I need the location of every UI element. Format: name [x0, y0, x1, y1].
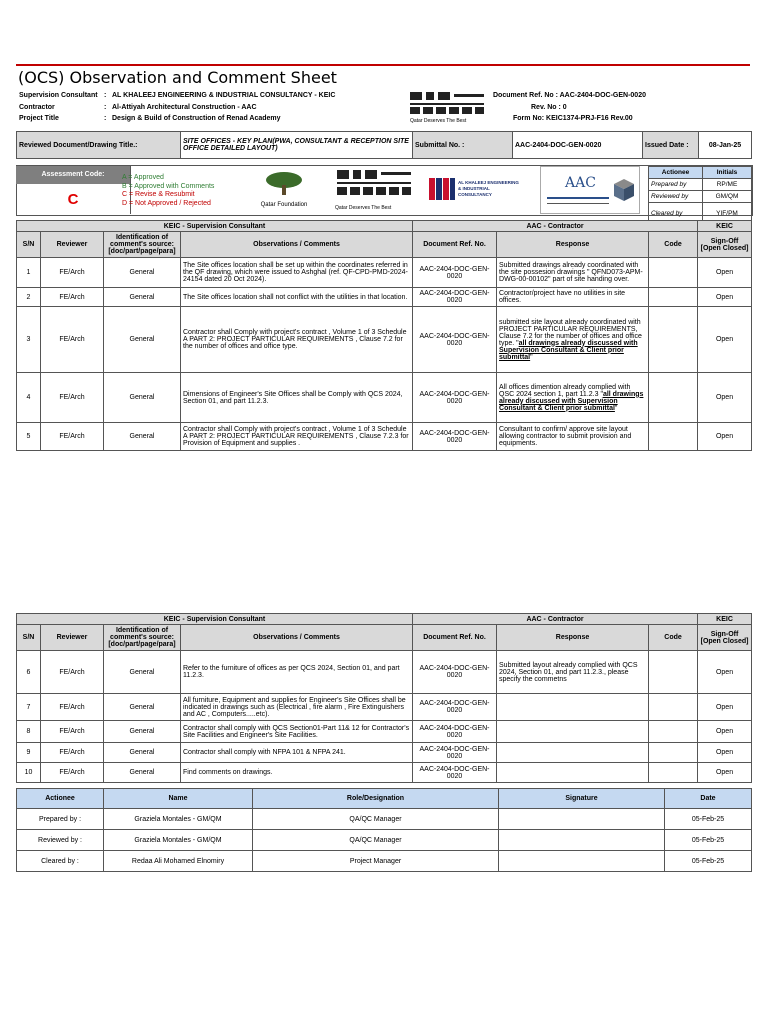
response-tail: " — [614, 404, 618, 412]
sig-signature — [499, 851, 665, 872]
cell-signoff: Open — [698, 763, 752, 783]
cell-sn: 6 — [17, 651, 41, 694]
page-title: (OCS) Observation and Comment Sheet — [18, 68, 337, 87]
cell-obs: Refer to the furniture of offices as per QCS 2024, Section 01, and part 11.2.3. — [181, 651, 413, 694]
response-text: Submitted drawings already coordinated with the site possesion drawings " QFND073-APM-DWG-00-00102" part of site handing over. — [499, 262, 643, 283]
keic2-header: KEIC — [698, 221, 752, 232]
cell-reviewer: FE/Arch — [41, 743, 104, 763]
actionee-role: Reviewed by — [649, 191, 703, 203]
col-reviewer: Reviewer — [41, 232, 104, 258]
col-reviewer: Reviewer — [41, 625, 104, 651]
cell-response — [497, 721, 649, 743]
cell-signoff: Open — [698, 743, 752, 763]
cell-ident: General — [104, 694, 181, 721]
sig-actionee: Prepared by : — [17, 809, 104, 830]
signature-row — [17, 830, 752, 851]
response-text: Consultant to confirm/ approve site layout allowing contractor to submit provision and equipments. — [499, 426, 632, 447]
table-row — [17, 258, 752, 288]
project-label: Project Title — [19, 115, 59, 122]
assessment-legend — [122, 174, 214, 208]
table-row — [17, 743, 752, 763]
cell-ident: General — [104, 743, 181, 763]
legend-item — [122, 200, 214, 209]
actionee-header: Actionee — [649, 167, 703, 179]
cell-ident: General — [104, 307, 181, 373]
cell-reviewer: FE/Arch — [41, 694, 104, 721]
ashghal-logo — [408, 91, 486, 125]
cell-docref: AAC-2404-DOC-GEN-0020 — [413, 423, 497, 451]
keic2-header: KEIC — [698, 614, 752, 625]
cell-reviewer: FE/Arch — [41, 307, 104, 373]
cell-code — [649, 373, 698, 423]
cell-signoff: Open — [698, 423, 752, 451]
assessment-code: C — [67, 191, 79, 208]
submittal-label: Submittal No. : — [413, 132, 513, 159]
response-text: Contractor/project have no utilities in site offices. — [499, 290, 626, 304]
colon: : — [104, 92, 107, 99]
table-row — [17, 721, 752, 743]
aac-logo — [540, 166, 640, 214]
cell-docref: AAC-2404-DOC-GEN-0020 — [413, 373, 497, 423]
legend-code: A — [122, 174, 127, 181]
cell-signoff: Open — [698, 258, 752, 288]
legend-item — [122, 191, 214, 200]
aac-header: AAC - Contractor — [413, 614, 698, 625]
aac-arabic-line — [547, 203, 609, 204]
legend-item — [122, 174, 214, 183]
cell-obs: Contractor shall Comply with project's contract , Volume 1 of 3 Schedule A PART 2: PROJECT PARTICULAR REQUIREMENTS , Clause 7.2.3 for Provision of Equipment and supplies . — [181, 423, 413, 451]
cell-ident: General — [104, 258, 181, 288]
response-bold: all drawings already discussed with Supervision Consultant & Client prior submittal — [499, 339, 638, 361]
table-row — [17, 373, 752, 423]
signature-row — [17, 851, 752, 872]
col-signoff: Sign-Off [Open Closed] — [698, 232, 752, 258]
cell-docref: AAC-2404-DOC-GEN-0020 — [413, 743, 497, 763]
sig-actionee: Cleared by : — [17, 851, 104, 872]
sig-name: Redaa Ali Mohamed Elnomiry — [104, 851, 253, 872]
actionee-role: Prepared by — [649, 179, 703, 191]
sig-col-date: Date — [665, 789, 752, 809]
col-obs: Observations / Comments — [181, 625, 413, 651]
cell-obs: Contractor shall comply with QCS Section01-Part 11& 12 for Contractor's Site Facilities and Engineer's Site Facilities. — [181, 721, 413, 743]
col-docref: Document Ref. No. — [413, 625, 497, 651]
review-label: Reviewed Document/Drawing Title.: — [17, 132, 181, 159]
col-response: Response — [497, 232, 649, 258]
comments-table-2 — [16, 613, 752, 783]
cell-reviewer: FE/Arch — [41, 651, 104, 694]
cell-docref: AAC-2404-DOC-GEN-0020 — [413, 258, 497, 288]
cell-code — [649, 307, 698, 373]
cell-sn: 1 — [17, 258, 41, 288]
actionee-initials: YIF/PM — [703, 203, 752, 224]
aac-header: AAC - Contractor — [413, 221, 698, 232]
cell-response — [497, 743, 649, 763]
cell-obs: The Site offices location shall not conflict with the utilities in that location. — [181, 288, 413, 307]
sig-name: Graziela Montales - GM/QM — [104, 809, 253, 830]
cell-signoff: Open — [698, 651, 752, 694]
review-table — [16, 131, 752, 159]
keic-caption: AL KHALEEJ ENGINEERING & INDUSTRIAL CONSULTANCY — [458, 180, 519, 197]
cell-response — [497, 373, 649, 423]
cell-obs: The Site offices location shall be set up within the coordinates referred in the QF drawing, which were issued to Ashghal (ref. QF-CPD-PMD-2024-24154 dated 20 Oct 2024). — [181, 258, 413, 288]
cell-code — [649, 721, 698, 743]
cell-docref: AAC-2404-DOC-GEN-0020 — [413, 307, 497, 373]
ashghal-logo — [335, 168, 413, 210]
response-tail: " — [530, 353, 533, 361]
cell-sn: 7 — [17, 694, 41, 721]
supervision-label: Supervision Consultant — [19, 92, 98, 99]
cell-sn: 9 — [17, 743, 41, 763]
cell-obs: All furniture, Equipment and supplies for Engineer's Site Offices shall be indicated in drawings such as (Electrical , fire alarm , Fire Extinguishers and AC , Computers.....etc). — [181, 694, 413, 721]
cell-response — [497, 307, 649, 373]
ashghal-caption: Qatar Deserves The Best — [335, 205, 392, 211]
cell-sn: 10 — [17, 763, 41, 783]
cell-docref: AAC-2404-DOC-GEN-0020 — [413, 721, 497, 743]
cell-sn: 8 — [17, 721, 41, 743]
sig-date: 05-Feb-25 — [665, 809, 752, 830]
cell-obs: Dimensions of Engineer's Site Offices shall be Comply with QCS 2024, Section 01, and part 11.2.3. — [181, 373, 413, 423]
cell-reviewer: FE/Arch — [41, 423, 104, 451]
legend-text: = Approved with Comments — [128, 182, 215, 190]
cell-ident: General — [104, 721, 181, 743]
cell-response — [497, 258, 649, 288]
table-row — [17, 651, 752, 694]
cell-signoff: Open — [698, 694, 752, 721]
sig-col-name: Name — [104, 789, 253, 809]
cell-code — [649, 743, 698, 763]
sig-actionee: Reviewed by : — [17, 830, 104, 851]
actionee-role: Cleared by — [649, 203, 703, 224]
cell-obs: Contractor shall comply with NFPA 101 & NFPA 241. — [181, 743, 413, 763]
response-bold: all drawings already discussed with Supervision Consultant & Client prior submittal — [499, 390, 644, 412]
cell-code — [649, 288, 698, 307]
cell-signoff: Open — [698, 373, 752, 423]
col-signoff: Sign-Off [Open Closed] — [698, 625, 752, 651]
legend-code: B — [122, 182, 127, 190]
cell-ident: General — [104, 288, 181, 307]
cell-ident: General — [104, 763, 181, 783]
cell-response — [497, 763, 649, 783]
colon: : — [104, 115, 107, 122]
sig-signature — [499, 809, 665, 830]
col-obs: Observations / Comments — [181, 232, 413, 258]
col-sn: S/N — [17, 232, 41, 258]
sig-role: QA/QC Manager — [253, 809, 499, 830]
contractor-value: Al-Attiyah Architectural Construction - AAC — [112, 104, 257, 111]
rev-no: Rev. No : 0 — [531, 104, 567, 111]
sig-date: 05-Feb-25 — [665, 851, 752, 872]
sig-col-signature: Signature — [499, 789, 665, 809]
keic-header: KEIC - Supervision Consultant — [17, 221, 413, 232]
cell-reviewer: FE/Arch — [41, 763, 104, 783]
cell-code — [649, 763, 698, 783]
cell-reviewer: FE/Arch — [41, 288, 104, 307]
col-ident: Identification of comment's source: [doc/part/page/para] — [104, 232, 181, 258]
table-row — [17, 763, 752, 783]
col-code: Code — [649, 232, 698, 258]
colon: : — [104, 104, 107, 111]
cell-obs: Find comments on drawings. — [181, 763, 413, 783]
cell-signoff: Open — [698, 721, 752, 743]
doc-ref: Document Ref. No : AAC-2404-DOC-GEN-0020 — [493, 92, 646, 99]
cell-docref: AAC-2404-DOC-GEN-0020 — [413, 763, 497, 783]
col-docref: Document Ref. No. — [413, 232, 497, 258]
cell-code — [649, 651, 698, 694]
cell-code — [649, 694, 698, 721]
initials-header: Initials — [703, 167, 752, 179]
cell-sn: 4 — [17, 373, 41, 423]
cell-docref: AAC-2404-DOC-GEN-0020 — [413, 694, 497, 721]
cell-response — [497, 694, 649, 721]
col-sn: S/N — [17, 625, 41, 651]
sig-role: QA/QC Manager — [253, 830, 499, 851]
contractor-label: Contractor — [19, 104, 55, 111]
keic-logo — [428, 176, 524, 206]
legend-text: = Not Approved / Rejected — [129, 199, 211, 207]
sig-col-role: Role/Designation — [253, 789, 499, 809]
cell-sn: 5 — [17, 423, 41, 451]
cell-ident: General — [104, 373, 181, 423]
issued-value: 08-Jan-25 — [699, 132, 752, 159]
cell-sn: 2 — [17, 288, 41, 307]
legend-item — [122, 183, 214, 192]
response-text: All offices dimention already complied with QSC 2024 section 1, part 11.2.3 " — [499, 383, 631, 398]
cell-reviewer: FE/Arch — [41, 721, 104, 743]
cell-ident: General — [104, 651, 181, 694]
signature-table — [16, 788, 752, 872]
cell-response: Submitted layout already complied with QCS 2024, Section 01, and part 11.2.3., please specify the commetns — [497, 651, 649, 694]
response-text: submitted site layout already coordinated with PROJECT PARTICULAR REQUIREMENTS, Clause 7.2 for the number of offices and office type. " — [499, 318, 642, 347]
sig-name: Graziela Montales - GM/QM — [104, 830, 253, 851]
cell-code — [649, 423, 698, 451]
form-no: Form No: KEIC1374-PRJ-F16 Rev.00 — [513, 115, 633, 122]
col-code: Code — [649, 625, 698, 651]
assessment-label: Assessment Code: — [16, 166, 130, 184]
legend-text: = Revise & Resubmit — [129, 191, 195, 198]
qf-caption: Qatar Foundation — [260, 202, 308, 208]
cell-response — [497, 288, 649, 307]
issued-label: Issued Date : — [643, 132, 699, 159]
cell-code — [649, 258, 698, 288]
table-row — [17, 423, 752, 451]
cell-obs: Contractor shall Comply with project's contract , Volume 1 of 3 Schedule A PART 2: PROJECT PARTICULAR REQUIREMENTS , Clause 7.2 for the number of offices and office type. — [181, 307, 413, 373]
logo-caption: Qatar Deserves The Best — [410, 118, 467, 124]
comments-table-1 — [16, 220, 752, 451]
cell-signoff: Open — [698, 307, 752, 373]
table-row — [17, 694, 752, 721]
cell-ident: General — [104, 423, 181, 451]
actionee-initials: RP/ME — [703, 179, 752, 191]
legend-text: = Approved — [128, 174, 164, 181]
aac-arabic-line — [547, 197, 609, 199]
sig-role: Project Manager — [253, 851, 499, 872]
col-response: Response — [497, 625, 649, 651]
cell-sn: 3 — [17, 307, 41, 373]
table-row — [17, 307, 752, 373]
cell-reviewer: FE/Arch — [41, 373, 104, 423]
actionee-initials: GM/QM — [703, 191, 752, 203]
title-rule — [16, 64, 750, 66]
legend-code: C — [122, 191, 128, 198]
col-ident: Identification of comment's source: [doc/part/page/para] — [104, 625, 181, 651]
cell-response — [497, 423, 649, 451]
cell-docref: AAC-2404-DOC-GEN-0020 — [413, 288, 497, 307]
aac-caption: AAC — [565, 175, 596, 191]
sig-col-actionee: Actionee — [17, 789, 104, 809]
legend-code: D — [122, 199, 128, 207]
sig-date: 05-Feb-25 — [665, 830, 752, 851]
review-title: SITE OFFICES - KEY PLAN(PWA, CONSULTANT & RECEPTION SITE OFFICE DETAILED LAYOUT) — [181, 132, 413, 159]
table-row — [17, 288, 752, 307]
qatar-foundation-logo — [252, 171, 316, 211]
cell-docref: AAC-2404-DOC-GEN-0020 — [413, 651, 497, 694]
cell-signoff: Open — [698, 288, 752, 307]
supervision-value: AL KHALEEJ ENGINEERING & INDUSTRIAL CONSULTANCY - KEIC — [112, 92, 336, 99]
cell-reviewer: FE/Arch — [41, 258, 104, 288]
keic-header: KEIC - Supervision Consultant — [17, 614, 413, 625]
sig-signature — [499, 830, 665, 851]
signature-row — [17, 809, 752, 830]
project-value: Design & Build of Construction of Renad Academy — [112, 115, 281, 122]
submittal-value: AAC-2404-DOC-GEN-0020 — [513, 132, 643, 159]
actionee-mini-table — [648, 166, 752, 224]
